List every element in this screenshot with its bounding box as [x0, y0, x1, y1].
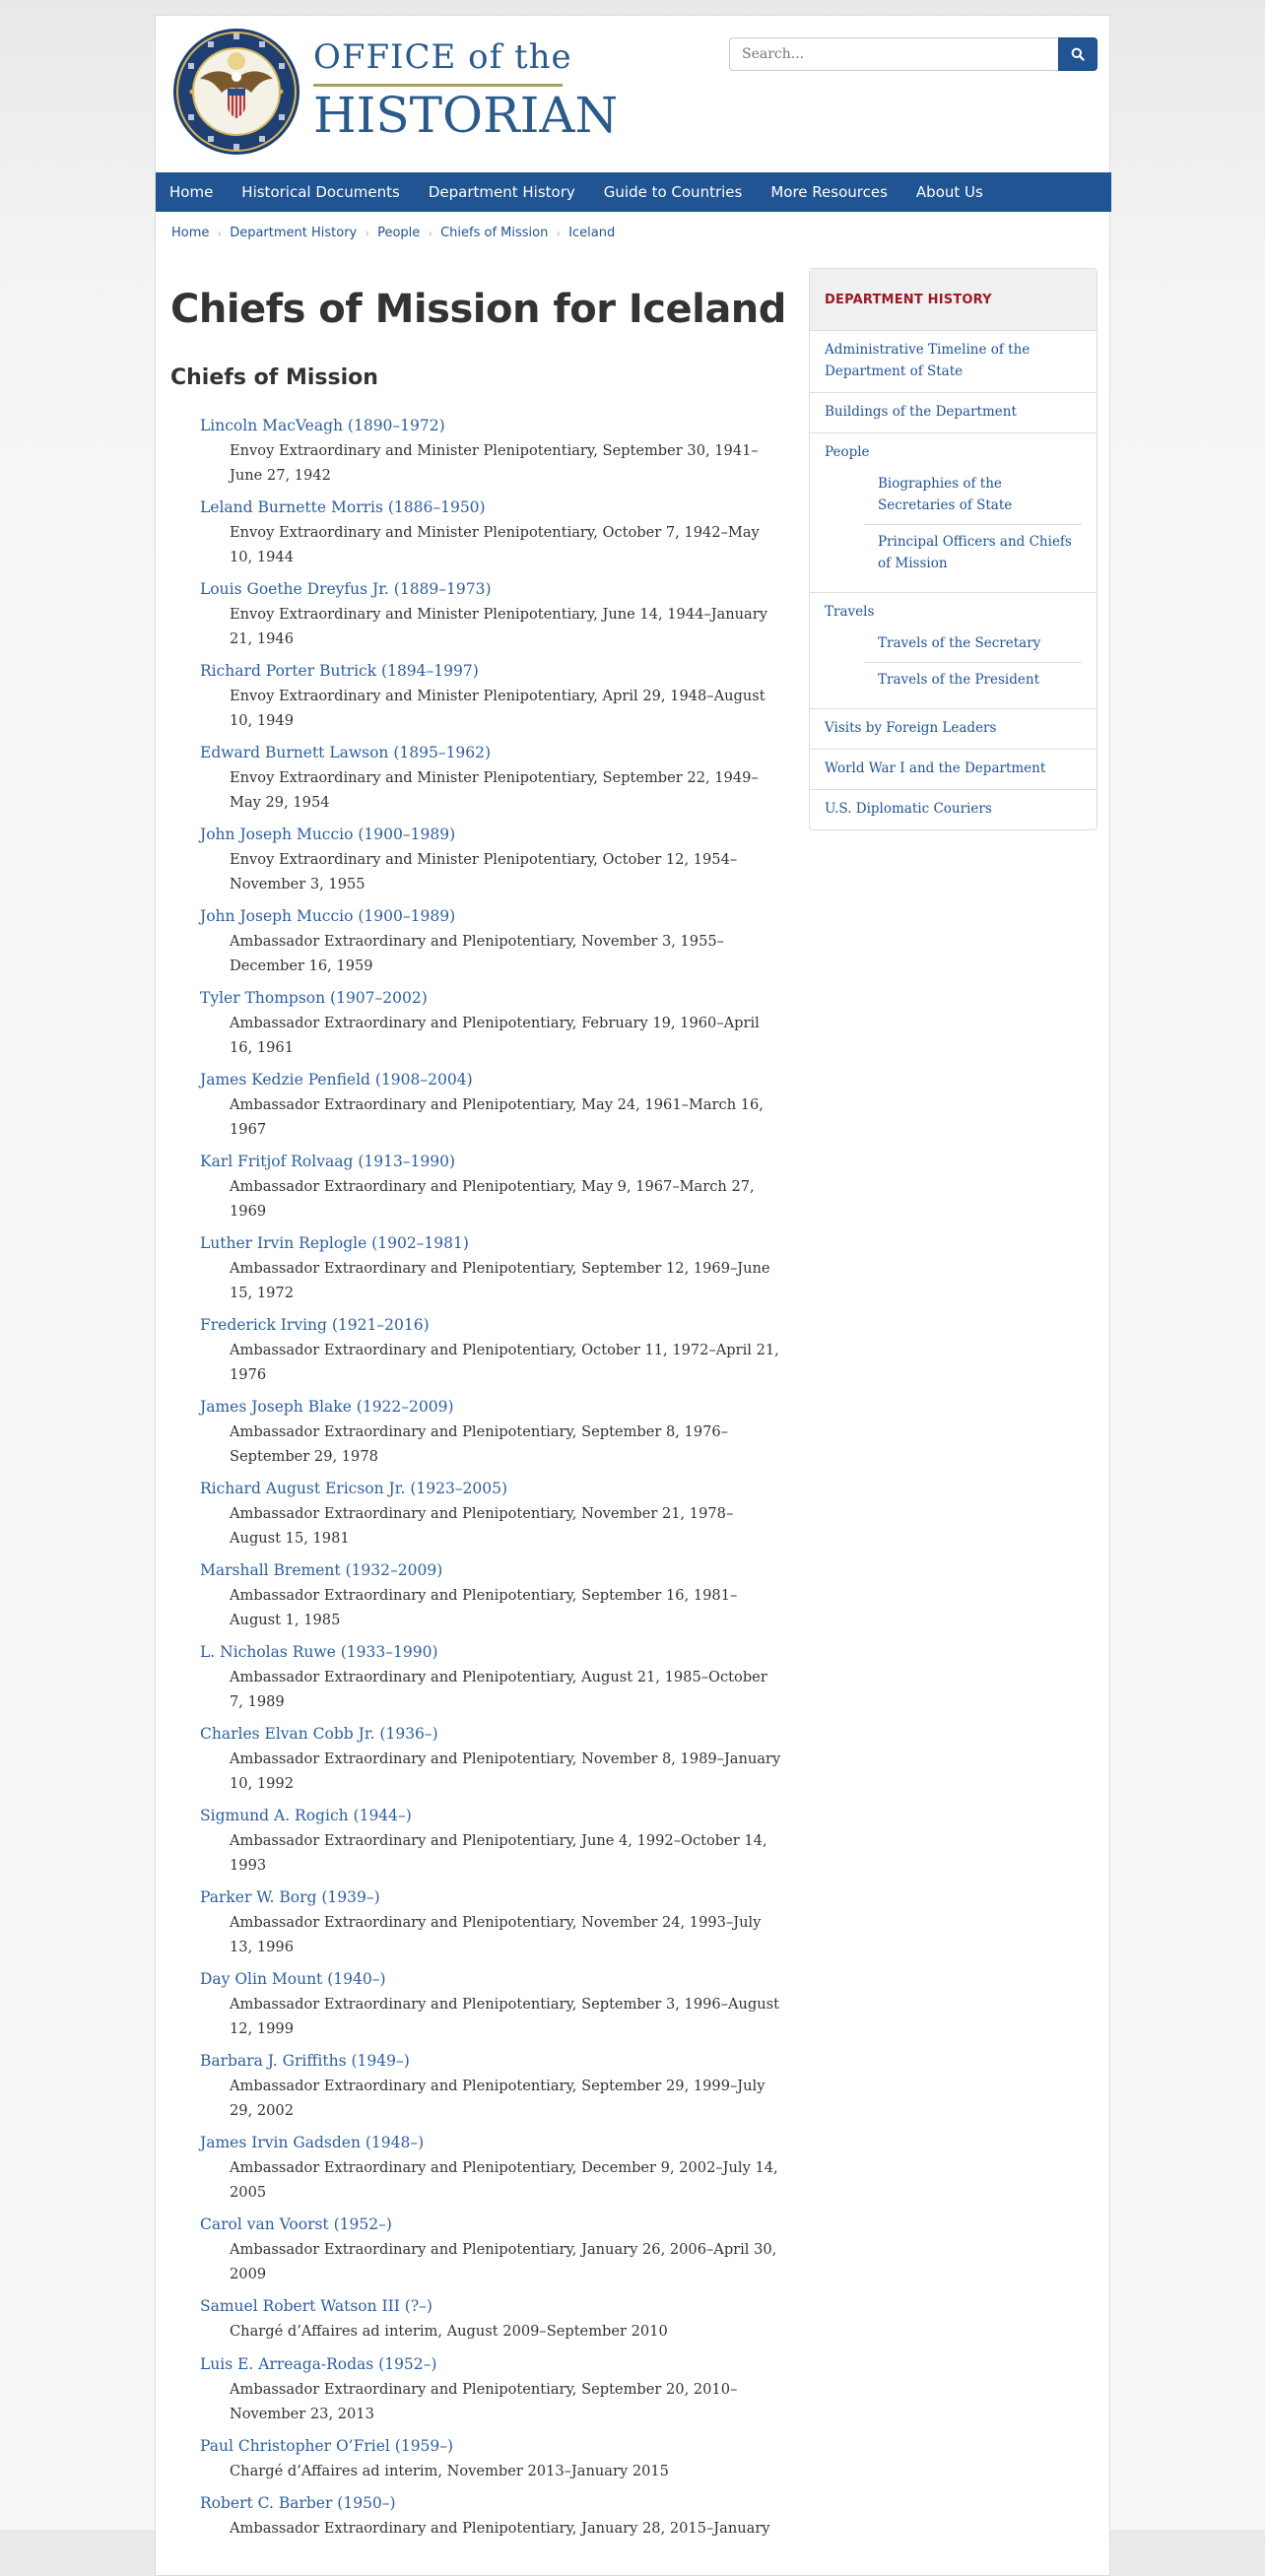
chief-name-link[interactable]: Parker W. Borg (1939–): [200, 1888, 380, 1906]
section-title: Chiefs of Mission: [170, 365, 378, 390]
breadcrumb-iceland[interactable]: Iceland: [568, 226, 616, 240]
list-item: [200, 2049, 781, 2131]
chief-appointment: Envoy Extraordinary and Minister Plenipotentiary, September 22, 1949–May 29, 1954: [230, 769, 759, 811]
chief-appointment: Envoy Extraordinary and Minister Plenipotentiary, October 12, 1954–November 3, 1955: [230, 851, 738, 892]
logo-text-office-of-the[interactable]: OFFICE of the: [313, 37, 572, 77]
list-item: [200, 1231, 781, 1313]
chief-name-link[interactable]: Carol van Voorst (1952–): [200, 2215, 392, 2233]
sidebar-department-history: [809, 268, 1098, 830]
breadcrumb-department-history[interactable]: Department History: [230, 226, 358, 240]
sidebar-subitem-biographies[interactable]: Biographies of the Secretaries of State: [864, 467, 1082, 525]
list-item: [200, 904, 781, 986]
sidebar-item-diplomatic-couriers: [810, 790, 1097, 829]
list-item: [200, 741, 781, 823]
chief-appointment: Ambassador Extraordinary and Plenipotentiary, August 21, 1985–October 7, 1989: [230, 1669, 767, 1710]
chief-appointment: Ambassador Extraordinary and Plenipotentiary, December 9, 2002–July 14, 2005: [230, 2159, 778, 2201]
list-item: [200, 1313, 781, 1395]
sidebar-item-world-war-i: [810, 750, 1097, 790]
chief-name-link[interactable]: James Joseph Blake (1922–2009): [200, 1398, 454, 1416]
chief-appointment: Ambassador Extraordinary and Plenipotentiary, November 8, 1989–January 10, 1992: [230, 1750, 781, 1792]
chief-appointment: Ambassador Extraordinary and Plenipotentiary, November 3, 1955–December 16, 1959: [230, 933, 724, 974]
list-item: [200, 2434, 781, 2492]
breadcrumb: [171, 226, 615, 240]
search-input[interactable]: [729, 37, 1059, 71]
nav-about-us[interactable]: About Us: [915, 183, 983, 201]
chief-appointment: Ambassador Extraordinary and Plenipotentiary, February 19, 1960–April 16, 1961: [230, 1015, 760, 1056]
breadcrumb-separator: ›: [556, 226, 562, 240]
sidebar-sublist-people: [864, 467, 1082, 582]
chief-appointment: Ambassador Extraordinary and Plenipotentiary, November 21, 1978–August 15, 1981: [230, 1505, 734, 1547]
chief-appointment: Ambassador Extraordinary and Plenipotentiary, September 16, 1981–August 1, 1985: [230, 1587, 738, 1628]
chief-name-link[interactable]: Luis E. Arreaga-Rodas (1952–): [200, 2354, 437, 2373]
chief-name-link[interactable]: Day Olin Mount (1940–): [200, 1970, 386, 1988]
sidebar-item-buildings: [810, 393, 1097, 433]
page-title: Chiefs of Mission for Iceland: [170, 287, 786, 332]
list-item: [200, 986, 781, 1068]
chief-name-link[interactable]: Leland Burnette Morris (1886–1950): [200, 498, 486, 516]
chief-name-link[interactable]: Tyler Thompson (1907–2002): [200, 989, 428, 1007]
chief-appointment: Ambassador Extraordinary and Plenipotentiary, May 9, 1967–March 27, 1969: [230, 1178, 755, 1220]
chief-appointment: Ambassador Extraordinary and Plenipotentiary, November 24, 1993–July 13, 1996: [230, 1914, 762, 1955]
search-icon: [1071, 47, 1085, 61]
chief-name-link[interactable]: Sigmund A. Rogich (1944–): [200, 1807, 412, 1824]
chiefs-list: [200, 414, 781, 2573]
chief-name-link[interactable]: Luther Irvin Replogle (1902–1981): [200, 1234, 469, 1252]
chief-name-link[interactable]: Samuel Robert Watson III (?–): [200, 2297, 433, 2315]
list-item: [200, 1722, 781, 1804]
list-item: [200, 2352, 781, 2434]
chief-name-link[interactable]: Charles Elvan Cobb Jr. (1936–): [200, 1725, 438, 1743]
list-item: [200, 1967, 781, 2049]
chief-name-link[interactable]: Marshall Brement (1932–2009): [200, 1561, 443, 1579]
breadcrumb-home[interactable]: Home: [171, 226, 210, 240]
sidebar-link[interactable]: Visits by Foreign Leaders: [825, 720, 997, 736]
list-item: [200, 1558, 781, 1640]
chief-appointment: Ambassador Extraordinary and Plenipotentiary, January 28, 2015–January: [230, 2520, 770, 2537]
breadcrumb-people[interactable]: People: [377, 226, 421, 240]
chief-appointment: Chargé d’Affaires ad interim, August 2009–September 2010: [230, 2323, 668, 2340]
chief-name-link[interactable]: Lincoln MacVeagh (1890–1972): [200, 417, 445, 434]
chief-name-link[interactable]: Frederick Irving (1921–2016): [200, 1316, 430, 1334]
chief-name-link[interactable]: John Joseph Muccio (1900–1989): [200, 907, 456, 925]
logo-text-historian[interactable]: HISTORIAN: [313, 87, 619, 144]
chief-name-link[interactable]: John Joseph Muccio (1900–1989): [200, 826, 456, 843]
chief-name-link[interactable]: Richard August Ericson Jr. (1923–2005): [200, 1480, 508, 1497]
chief-appointment: Ambassador Extraordinary and Plenipotentiary, September 8, 1976–September 29, 1978: [230, 1423, 728, 1465]
chief-name-link[interactable]: James Kedzie Penfield (1908–2004): [200, 1071, 473, 1089]
list-item: [200, 1150, 781, 1231]
breadcrumb-separator: ›: [365, 226, 370, 240]
breadcrumb-separator: ›: [217, 226, 223, 240]
chief-appointment: Envoy Extraordinary and Minister Plenipotentiary, April 29, 1948–August 10, 1949: [230, 688, 766, 729]
chief-appointment: Ambassador Extraordinary and Plenipotentiary, October 11, 1972–April 21, 1976: [230, 1342, 779, 1383]
chief-appointment: Ambassador Extraordinary and Plenipotentiary, September 3, 1996–August 12, 1999: [230, 1996, 780, 2037]
sidebar-subitem-travels-president[interactable]: Travels of the President: [878, 672, 1039, 688]
chief-name-link[interactable]: Robert C. Barber (1950–): [200, 2494, 396, 2512]
sidebar-item-administrative-timeline: [810, 331, 1097, 393]
chief-appointment: Envoy Extraordinary and Minister Plenipotentiary, June 14, 1944–January 21, 1946: [230, 606, 767, 647]
sidebar-link[interactable]: Administrative Timeline of the Department of State: [825, 342, 1031, 379]
sidebar-item-people: [810, 433, 1097, 593]
nav-home[interactable]: Home: [169, 183, 214, 201]
sidebar-link[interactable]: Buildings of the Department: [825, 404, 1017, 420]
list-item: [200, 1068, 781, 1150]
chief-appointment: Ambassador Extraordinary and Plenipotentiary, June 4, 1992–October 14, 1993: [230, 1832, 767, 1874]
search-button[interactable]: [1058, 37, 1098, 71]
nav-historical-documents[interactable]: Historical Documents: [241, 183, 400, 201]
sidebar-link[interactable]: Travels: [825, 604, 875, 620]
chief-appointment: Envoy Extraordinary and Minister Plenipotentiary, October 7, 1942–May 10, 1944: [230, 524, 760, 565]
list-item: [200, 2213, 781, 2294]
list-item: [200, 1885, 781, 1967]
chief-appointment: Ambassador Extraordinary and Plenipotentiary, May 24, 1961–March 16, 1967: [230, 1096, 764, 1138]
chief-appointment: Envoy Extraordinary and Minister Plenipotentiary, September 30, 1941–June 27, 1942: [230, 442, 759, 484]
chief-name-link[interactable]: L. Nicholas Ruwe (1933–1990): [200, 1643, 438, 1661]
chief-name-link[interactable]: James Irvin Gadsden (1948–): [200, 2134, 425, 2151]
chief-appointment: Ambassador Extraordinary and Plenipotentiary, September 20, 2010–November 23, 2013: [230, 2380, 738, 2422]
list-item: [200, 495, 781, 577]
list-item: [200, 2131, 781, 2213]
list-item: [200, 577, 781, 659]
list-item: [200, 1395, 781, 1477]
sidebar-link[interactable]: U.S. Diplomatic Couriers: [825, 801, 992, 817]
list-item: [200, 1640, 781, 1722]
chief-name-link[interactable]: Barbara J. Griffiths (1949–): [200, 2052, 410, 2070]
sidebar-link[interactable]: World War I and the Department: [825, 760, 1046, 776]
chief-name-link[interactable]: Richard Porter Butrick (1894–1997): [200, 662, 479, 680]
sidebar-item-visits-foreign-leaders: [810, 709, 1097, 750]
list-item: [200, 823, 781, 904]
nav-department-history[interactable]: Department History: [428, 183, 575, 201]
list-item: [200, 414, 781, 495]
chief-appointment: Ambassador Extraordinary and Plenipotentiary, September 29, 1999–July 29, 2002: [230, 2078, 766, 2119]
list-item: [200, 2491, 781, 2573]
page-container: [155, 15, 1110, 2576]
chief-name-link[interactable]: Paul Christopher O’Friel (1959–): [200, 2436, 454, 2455]
main-navbar: [156, 172, 1111, 212]
chief-name-link[interactable]: Edward Burnett Lawson (1895–1962): [200, 744, 492, 761]
breadcrumb-chiefs-of-mission[interactable]: Chiefs of Mission: [440, 226, 549, 240]
list-item: [200, 1477, 781, 1558]
sidebar-sublist-travels: [864, 627, 1082, 698]
list-item: [200, 1804, 781, 1885]
sidebar-link[interactable]: People: [825, 444, 870, 460]
sidebar-subitem-principal-officers[interactable]: Principal Officers and Chiefs of Mission: [878, 534, 1072, 571]
chief-appointment: Chargé d’Affaires ad interim, November 2013–January 2015: [230, 2462, 669, 2479]
list-item: [200, 2294, 781, 2352]
list-item: [200, 659, 781, 741]
chief-name-link[interactable]: Karl Fritjof Rolvaag (1913–1990): [200, 1153, 456, 1170]
state-department-seal-logo[interactable]: [172, 28, 300, 156]
nav-guide-to-countries[interactable]: Guide to Countries: [603, 183, 743, 201]
chief-name-link[interactable]: Louis Goethe Dreyfus Jr. (1889–1973): [200, 580, 492, 598]
sidebar-item-travels: [810, 593, 1097, 709]
sidebar-subitem-travels-secretary[interactable]: Travels of the Secretary: [864, 627, 1082, 663]
chief-appointment: Ambassador Extraordinary and Plenipotentiary, September 12, 1969–June 15, 1972: [230, 1260, 770, 1301]
chief-appointment: Ambassador Extraordinary and Plenipotentiary, January 26, 2006–April 30, 2009: [230, 2241, 777, 2282]
nav-more-resources[interactable]: More Resources: [770, 183, 888, 201]
breadcrumb-separator: ›: [428, 226, 433, 240]
sidebar-heading[interactable]: DEPARTMENT HISTORY: [810, 269, 1097, 331]
